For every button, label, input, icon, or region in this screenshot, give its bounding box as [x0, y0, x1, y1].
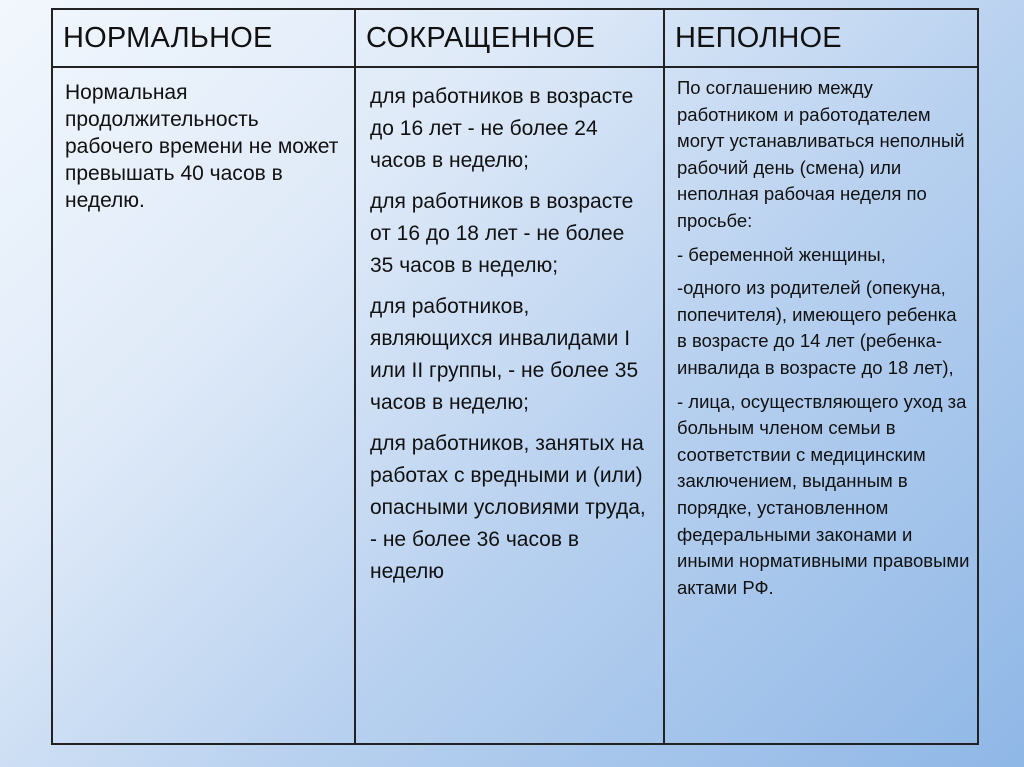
reduced-item-harmful-conditions: для работников, занятых на работах с вредными и (или) опасными условиями труда, - не более 36 часов в неделю — [370, 432, 646, 583]
table-header-row — [52, 9, 978, 67]
reduced-cell — [355, 67, 664, 744]
partial-item-caregiver: - лица, осуществляющего уход за больным членом семьи в соответствии с медицинским заключением, выданным в порядке, установленном федеральными законами и иными нормативными правовыми актами РФ. — [677, 390, 970, 598]
reduced-item-16-to-18: для работников в возрасте от 16 до 18 лет - не более 35 часов в неделю; — [370, 190, 634, 277]
normal-text: Нормальная продолжительность рабочего времени не может превышать 40 часов в неделю. — [65, 81, 339, 212]
table-body-row — [52, 67, 978, 744]
reduced-item-under-16: для работников в возрасте до 16 лет - не более 24 часов в неделю; — [370, 85, 634, 172]
reduced-item-disabled: для работников, являющихся инвалидами I или II группы, - не более 35 часов в неделю; — [370, 295, 639, 414]
header-normal: НОРМАЛЬНОЕ — [52, 9, 355, 67]
working-time-table-container — [51, 8, 977, 745]
partial-cell — [664, 67, 978, 744]
header-reduced: СОКРАЩЕННОЕ — [355, 9, 664, 67]
partial-item-pregnant: - беременной женщины, — [677, 243, 886, 265]
working-time-table — [51, 8, 979, 745]
header-partial: НЕПОЛНОЕ — [664, 9, 978, 67]
partial-intro: По соглашению между работником и работодателем могут устанавливаться неполный рабочий день (смена) или неполная рабочая неделя по просьбе: — [677, 77, 965, 231]
normal-cell — [52, 67, 355, 744]
partial-item-parent: -одного из родителей (опекуна, попечителя), имеющего ребенка в возрасте до 14 лет (ребенка-инвалида в возрасте до 18 лет), — [677, 277, 957, 378]
